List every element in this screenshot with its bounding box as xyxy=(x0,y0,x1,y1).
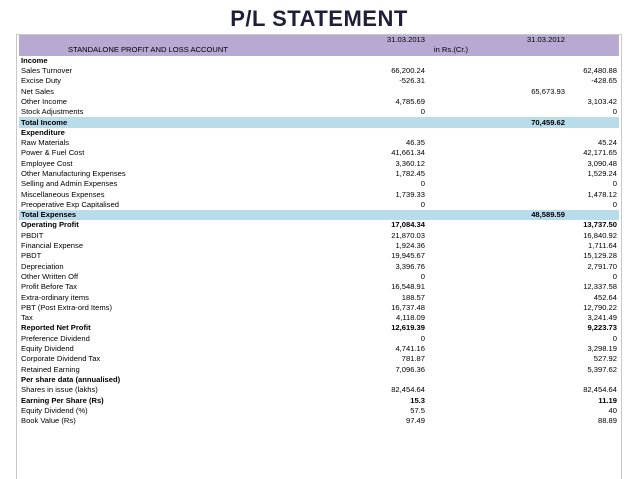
value-2013-detail: 1,739.33 xyxy=(395,189,425,199)
row-label: PBDIT xyxy=(21,230,44,240)
value-2013-detail: 17,084.34 xyxy=(391,220,425,230)
table-row xyxy=(19,200,619,210)
table-row xyxy=(19,159,619,169)
value-2013-total xyxy=(427,107,567,117)
value-2013-total xyxy=(427,354,567,364)
value-2012-detail: 40 xyxy=(608,405,617,415)
table-row xyxy=(19,179,619,189)
row-label: Depreciation xyxy=(21,261,64,271)
value-2012-detail xyxy=(567,375,619,385)
table-row xyxy=(19,86,619,96)
value-2013-total: 48,589.59 xyxy=(427,210,567,220)
value-2013-total xyxy=(427,385,567,395)
value-2012-detail: 527.92 xyxy=(593,354,617,364)
account-label: STANDALONE PROFIT AND LOSS ACCOUNT xyxy=(19,45,277,55)
value-2013-detail: 41,661.34 xyxy=(391,148,425,158)
value-2013-total xyxy=(427,138,567,148)
value-2013-total xyxy=(427,334,567,344)
row-label: PBDT xyxy=(21,251,42,261)
value-2013-detail: 46.35 xyxy=(405,138,425,148)
table-row xyxy=(19,117,619,127)
value-2013-detail: 7,096.36 xyxy=(395,364,425,374)
row-label: Retained Earning xyxy=(21,364,80,374)
value-2013-detail: 19,945.67 xyxy=(391,251,425,261)
value-2013-detail xyxy=(277,210,427,220)
value-2013-total xyxy=(427,365,567,375)
value-2013-detail: 3,396.76 xyxy=(395,261,425,271)
table-row xyxy=(19,292,619,302)
value-2013-detail: 4,785.69 xyxy=(395,96,425,106)
table-row xyxy=(19,303,619,313)
header-row-labels xyxy=(19,45,619,55)
value-2013-detail: 4,741.16 xyxy=(395,344,425,354)
value-2012-detail: 11.19 xyxy=(598,395,617,405)
value-2013-detail: 82,454.64 xyxy=(391,385,425,395)
value-2012-detail: 12,790.22 xyxy=(583,302,617,312)
value-2013-total xyxy=(427,231,567,241)
value-2013-total xyxy=(427,313,567,323)
row-label: Stock Adjustments xyxy=(21,107,84,117)
value-2013-detail: 0 xyxy=(420,333,425,343)
row-label: Power & Fuel Cost xyxy=(21,148,85,158)
value-2012-detail: 2,791.70 xyxy=(587,261,617,271)
value-2013-detail: 3,360.12 xyxy=(395,158,425,168)
value-2012-detail: 82,454.64 xyxy=(583,385,617,395)
row-label: Tax xyxy=(21,313,33,323)
value-2013-total: 65,673.93 xyxy=(531,86,565,96)
value-2013-detail xyxy=(277,128,427,138)
value-2012-detail: 12,337.58 xyxy=(583,282,617,292)
value-2012-detail: 452.64 xyxy=(593,292,617,302)
table-row xyxy=(19,323,619,333)
value-2013-detail: 0 xyxy=(420,107,425,117)
table-row xyxy=(19,97,619,107)
value-2012-detail: 13,737.50 xyxy=(583,220,617,230)
value-2013-total xyxy=(427,66,567,76)
row-label: Expenditure xyxy=(21,127,65,137)
table-row xyxy=(19,107,619,117)
table-row xyxy=(19,375,619,385)
value-2012-detail: 42,171.65 xyxy=(583,148,617,158)
date-col-2013: 31.03.2013 xyxy=(277,35,427,45)
value-2013-detail: 57.5 xyxy=(410,405,425,415)
table-row xyxy=(19,220,619,230)
value-2013-total xyxy=(427,241,567,251)
value-2013-detail: 97.49 xyxy=(405,416,425,426)
value-2013-detail xyxy=(277,375,427,385)
value-2012-detail: 3,103.42 xyxy=(587,96,617,106)
table-row xyxy=(19,128,619,138)
row-label: Excise Duty xyxy=(21,76,62,86)
table-row xyxy=(19,66,619,76)
table-row xyxy=(19,138,619,148)
row-label: Total Expenses xyxy=(19,210,277,220)
value-2013-total xyxy=(427,169,567,179)
value-2013-detail: 0 xyxy=(420,179,425,189)
value-2012-detail: 16,840.92 xyxy=(583,230,617,240)
row-label: Employee Cost xyxy=(21,158,73,168)
row-label: Other Written Off xyxy=(21,271,79,281)
header-row-dates xyxy=(19,35,619,45)
value-2012-detail xyxy=(567,86,619,96)
value-2013-total xyxy=(427,251,567,261)
value-2013-total xyxy=(427,97,567,107)
value-2013-detail xyxy=(277,117,427,127)
row-label: Shares in issue (lakhs) xyxy=(21,385,98,395)
row-label: Equity Dividend (%) xyxy=(21,405,88,415)
value-2012-detail: 0 xyxy=(612,333,617,343)
value-2012-detail: 0 xyxy=(612,107,617,117)
value-2013-total xyxy=(427,303,567,313)
value-2012-detail: 0 xyxy=(612,179,617,189)
row-label: Sales Turnover xyxy=(21,66,73,76)
value-2013-detail: 0 xyxy=(420,199,425,209)
value-2013-total xyxy=(427,220,567,230)
value-2013-detail: 16,548.91 xyxy=(391,282,425,292)
row-label: Profit Before Tax xyxy=(21,282,77,292)
row-label: Miscellaneous Expenses xyxy=(21,189,105,199)
value-2013-detail: 1,924.36 xyxy=(395,241,425,251)
row-label: Preference Dividend xyxy=(21,333,90,343)
value-2013-total xyxy=(427,375,567,385)
value-2012-detail: 45.24 xyxy=(597,138,617,148)
table-row xyxy=(19,282,619,292)
value-2013-total xyxy=(427,262,567,272)
table-row xyxy=(19,385,619,395)
row-label: Per share data (annualised) xyxy=(21,374,121,384)
row-label: Extra-ordinary items xyxy=(21,292,89,302)
value-2013-total xyxy=(427,56,567,66)
value-2013-total xyxy=(427,292,567,302)
value-2012-detail: 3,241.49 xyxy=(587,313,617,323)
value-2012-detail: -428.65 xyxy=(591,76,617,86)
value-2013-total xyxy=(427,76,567,86)
value-2012-detail: 9,223.73 xyxy=(587,323,617,333)
value-2013-total xyxy=(427,323,567,333)
value-2013-total xyxy=(427,282,567,292)
unit-label: in Rs.(Cr.) xyxy=(277,45,567,55)
value-2013-total xyxy=(427,189,567,199)
value-2013-detail xyxy=(277,86,427,96)
value-2012-detail: 0 xyxy=(612,199,617,209)
table-row xyxy=(19,272,619,282)
table-row xyxy=(19,148,619,158)
table-row xyxy=(19,416,619,426)
value-2013-detail: 21,870.03 xyxy=(391,230,425,240)
value-2012-detail xyxy=(567,128,619,138)
table-row xyxy=(19,395,619,405)
value-2013-detail: 781.87 xyxy=(401,354,425,364)
value-2013-detail: 188.57 xyxy=(401,292,425,302)
table-row xyxy=(19,354,619,364)
row-label: Preoperative Exp Capitalised xyxy=(21,199,119,209)
value-2012-detail: 88.89 xyxy=(597,416,617,426)
table-row xyxy=(19,334,619,344)
row-label: Financial Expense xyxy=(21,241,84,251)
value-2013-total xyxy=(427,395,567,405)
table-row xyxy=(19,344,619,354)
row-label: PBT (Post Extra-ord Items) xyxy=(21,302,113,312)
value-2013-total: 70,459.62 xyxy=(427,117,567,127)
value-2012-detail xyxy=(567,117,619,127)
value-2013-total xyxy=(427,200,567,210)
value-2012-detail: 5,397.62 xyxy=(587,364,617,374)
value-2012-detail: 0 xyxy=(612,271,617,281)
value-2013-detail: 12,619.39 xyxy=(391,323,425,333)
value-2013-detail: 66,200.24 xyxy=(391,66,425,76)
value-2013-total xyxy=(427,272,567,282)
table-row xyxy=(19,313,619,323)
row-label: Other Manufacturing Expenses xyxy=(21,169,126,178)
value-2013-total xyxy=(427,128,567,138)
row-label: Reported Net Profit xyxy=(21,323,91,333)
value-2013-total xyxy=(427,148,567,158)
value-2012-detail: 1,478.12 xyxy=(587,189,617,199)
table-row xyxy=(19,56,619,66)
value-2012-detail: 1,529.24 xyxy=(587,169,617,178)
row-label: Corporate Dividend Tax xyxy=(21,354,101,364)
value-2012-detail: 3,298.19 xyxy=(587,344,617,354)
value-2012-detail: 15,129.28 xyxy=(583,251,617,261)
value-2013-total xyxy=(427,406,567,416)
table-row xyxy=(19,76,619,86)
row-label: Other Income xyxy=(21,96,68,106)
table-row xyxy=(19,231,619,241)
row-label: Raw Materials xyxy=(21,138,70,148)
date-col-2012: 31.03.2012 xyxy=(427,35,567,45)
value-2012-detail xyxy=(567,56,619,66)
row-label: Income xyxy=(21,55,48,65)
table-row xyxy=(19,210,619,220)
page-title: P/L STATEMENT xyxy=(230,6,408,31)
pl-statement-table xyxy=(19,35,619,426)
value-2013-detail: 16,737.48 xyxy=(391,302,425,312)
row-label: Equity Dividend xyxy=(21,344,74,354)
value-2013-detail xyxy=(277,56,427,66)
value-2012-detail: 3,090.48 xyxy=(587,158,617,168)
value-2012-detail: 1,711.64 xyxy=(588,241,617,251)
row-label: Total Income xyxy=(19,117,277,127)
table-row xyxy=(19,251,619,261)
value-2012-detail xyxy=(567,210,619,220)
value-2013-total xyxy=(427,344,567,354)
row-label: Book Value (Rs) xyxy=(21,416,76,426)
value-2013-detail: -526.31 xyxy=(399,76,425,86)
value-2013-detail: 4,118.09 xyxy=(396,313,425,323)
row-label: Net Sales xyxy=(21,86,54,96)
table-row xyxy=(19,169,619,179)
value-2012-detail: 62,480.88 xyxy=(583,66,617,76)
value-2013-total xyxy=(427,179,567,189)
table-row xyxy=(19,262,619,272)
table-row xyxy=(19,365,619,375)
value-2013-total xyxy=(427,159,567,169)
table-row xyxy=(19,406,619,416)
row-label: Earning Per Share (Rs) xyxy=(21,395,104,405)
value-2013-detail: 15.3 xyxy=(410,395,425,405)
row-label: Operating Profit xyxy=(21,220,79,230)
value-2013-detail: 1,782.45 xyxy=(395,169,425,178)
value-2013-detail: 0 xyxy=(420,271,425,281)
value-2013-total xyxy=(427,416,567,426)
table-row xyxy=(19,241,619,251)
table-row xyxy=(19,189,619,199)
row-label: Selling and Admin Expenses xyxy=(21,179,118,189)
